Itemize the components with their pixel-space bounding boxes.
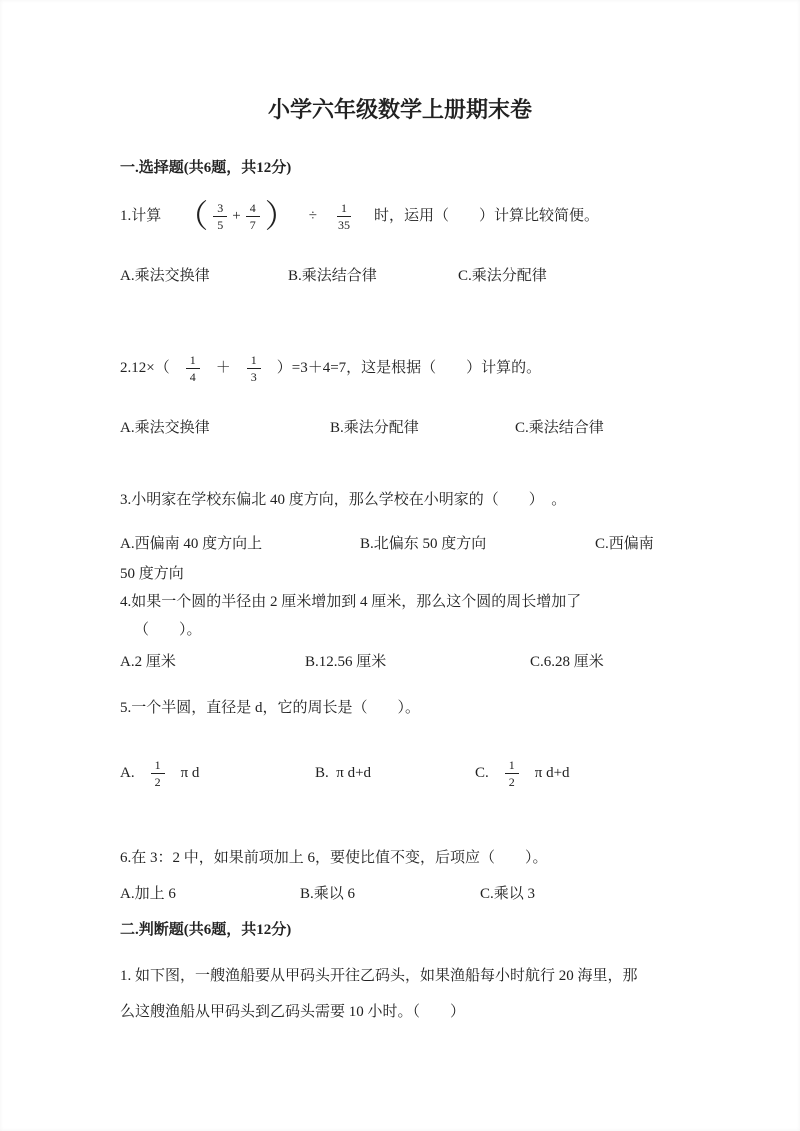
q1-frac1-denominator: 5 (217, 217, 224, 232)
q5-option-b: B. π d+d (315, 765, 372, 781)
q3-options (120, 532, 680, 556)
q2-text-pre: 2.12×（ (120, 360, 170, 376)
q1-text-post: 时，运用（ ）计算比较简便。 (359, 208, 600, 224)
q5-option-c-label: C. (475, 765, 489, 781)
q2-options (120, 416, 680, 440)
q2-option-c: C.乘法结合律 (515, 420, 604, 436)
q1-open-paren: （ (176, 198, 209, 234)
q1-plus-sign: + (232, 208, 241, 224)
q1-option-b: B.乘法结合律 (288, 268, 377, 284)
section-2-heading: 二.判断题(共6题，共12分) (120, 922, 292, 938)
page-title: 小学六年级数学上册期末卷 (267, 97, 532, 122)
q2-frac1-denominator: 4 (189, 369, 196, 384)
q1-divide-sign: ÷ (308, 208, 317, 224)
q6-option-a: A.加上 6 (120, 886, 176, 902)
q1-frac3-denominator: 35 (338, 217, 350, 232)
q6-option-c: C.乘以 3 (480, 886, 536, 902)
q5-option-c-frac-denominator: 2 (508, 774, 515, 789)
q5-option-c (475, 758, 570, 789)
q1-frac2-denominator: 7 (249, 217, 256, 232)
question-5: 5.一个半圆，直径是 d，它的周长是（ ）。 (120, 700, 421, 716)
q6-option-b: B.乘以 6 (300, 886, 356, 902)
question-2 (120, 350, 680, 386)
q1-close-paren: ） (264, 198, 297, 234)
q3-option-b: B.北偏东 50 度方向 (360, 536, 487, 552)
q1-frac3-numerator: 1 (337, 201, 351, 217)
q5-option-a-fraction (151, 758, 165, 789)
q2-frac2-numerator: 1 (247, 353, 261, 369)
q3-option-a: A.西偏南 40 度方向上 (120, 536, 263, 552)
q1-fraction-2 (246, 201, 260, 232)
q3-option-c-continuation: 50 度方向 (120, 566, 184, 582)
q2-frac1-numerator: 1 (186, 353, 200, 369)
q5-options (120, 756, 680, 790)
q3-option-c: C.西偏南 (595, 536, 654, 552)
q4-option-b: B.12.56 厘米 (305, 654, 387, 670)
q2-fraction-2 (247, 353, 261, 384)
q1-frac2-numerator: 4 (246, 201, 260, 217)
q2-option-b: B.乘法分配律 (330, 420, 419, 436)
question-1 (120, 194, 680, 238)
q5-option-a-frac-denominator: 2 (154, 774, 161, 789)
q5-option-a-frac-numerator: 1 (151, 758, 165, 774)
q1-fraction-3 (334, 201, 354, 232)
judge-question-1-line2: 么这艘渔船从甲码头到乙码头需要 10 小时。（ ） (120, 1004, 466, 1020)
q4-options (120, 650, 680, 674)
q5-option-a-label: A. (120, 765, 135, 781)
question-6: 6.在 3：2 中，如果前项加上 6，要使比值不变，后项应（ ）。 (120, 850, 548, 866)
q1-option-a: A.乘法交换律 (120, 268, 210, 284)
judge-question-1-line1: 1. 如下图，一艘渔船要从甲码头开往乙码头，如果渔船每小时航行 20 海里，那 (120, 968, 638, 984)
q1-frac1-numerator: 3 (213, 201, 227, 217)
section-1-heading: 一.选择题(共6题，共12分) (120, 160, 292, 176)
q4-option-a: A.2 厘米 (120, 654, 176, 670)
question-4-line1: 4.如果一个圆的半径由 2 厘米增加到 4 厘米，那么这个圆的周长增加了 (120, 594, 582, 610)
q2-frac2-denominator: 3 (250, 369, 257, 384)
q2-fraction-1 (186, 353, 200, 384)
q1-text-pre: 1.计算 (120, 208, 177, 224)
q2-text-post: ）=3＋4=7，这是根据（ ）计算的。 (276, 360, 542, 376)
q5-option-a (120, 758, 315, 789)
q5-option-c-fraction (505, 758, 519, 789)
q1-fraction-1 (213, 201, 227, 232)
q2-option-a: A.乘法交换律 (120, 420, 210, 436)
q4-option-c: C.6.28 厘米 (530, 654, 604, 670)
q1-option-c: C.乘法分配律 (458, 268, 547, 284)
q1-options (120, 264, 680, 288)
question-4-line2: （ ）。 (134, 622, 202, 638)
q2-plus-sign: ＋ (215, 360, 231, 376)
q5-option-c-frac-numerator: 1 (505, 758, 519, 774)
q6-options (120, 882, 680, 906)
question-3: 3.小明家在学校东偏北 40 度方向，那么学校在小明家的（ ） 。 (120, 492, 567, 508)
q5-option-c-formula: π d+d (534, 765, 570, 781)
q5-option-a-formula: π d (180, 765, 200, 781)
